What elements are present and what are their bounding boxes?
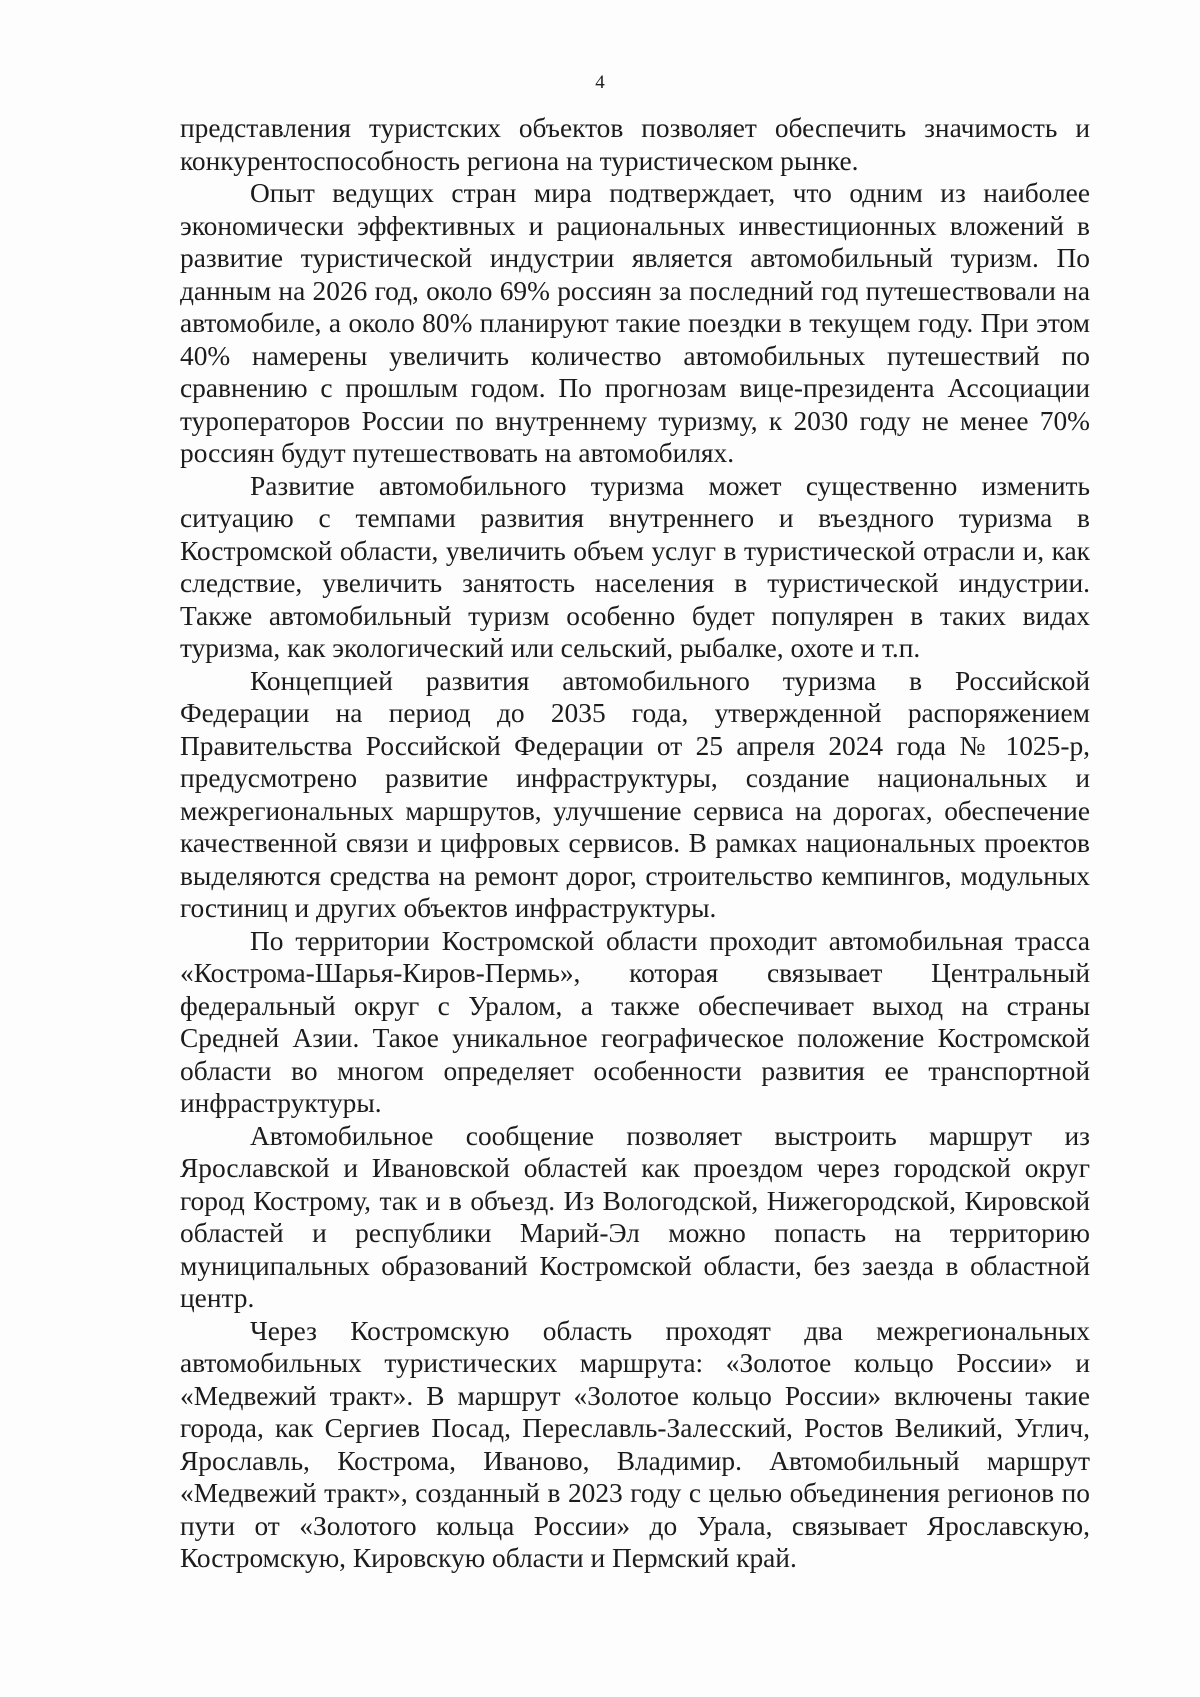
paragraph-road-connections: Автомобильное сообщение позволяет выстроить маршрут из Ярославской и Ивановской областей как проездом через городской округ город Кострому, так и в объезд. Из Вологодской, Нижегородской, Кировской областей и республики Марий-Эл можно попасть на территорию муниципальных образований Костромской области, без заезда в областной центр. bbox=[180, 1120, 1090, 1313]
paragraph-highway: По территории Костромской области проходит автомобильная трасса «Кострома-Шарья-Киров-Пермь», которая связывает Центральный федеральный округ с Уралом, а также обеспечивает выход на страны Средней Азии. Такое уникальное географическое положение Костромской области во многом определяет особенности развития ее транспортной инфраструктуры. bbox=[180, 925, 1090, 1118]
page-number: 4 bbox=[595, 72, 605, 93]
paragraph-auto-tourism-experience: Опыт ведущих стран мира подтверждает, что одним из наиболее экономически эффективных и рациональных инвестиционных вложений в развитие туристической индустрии является автомобильный туризм. По данным на 2026 год, около 69% россиян за последний год путешествовали на автомобиле, а около 80% планируют такие поездки в текущем году. При этом 40% намерены увеличить количество автомобильных путешествий по сравнению с прошлым годом. По прогнозам вице-президента Ассоциации туроператоров России по внутреннему туризму, к 2030 году не менее 70% россиян будут путешествовать на автомобилях. bbox=[180, 178, 1090, 468]
paragraph-development-impact: Развитие автомобильного туризма может существенно изменить ситуацию с темпами развития внутреннего и въездного туризма в Костромской области, увеличить объем услуг в туристической отрасли и, как следствие, увеличить занятость населения в туристической индустрии. Также автомобильный туризм особенно будет популярен в таких видах туризма, как экологический или сельский, рыбалке, охоте и т.п. bbox=[180, 470, 1090, 663]
paragraph-concept-2035: Концепцией развития автомобильного туризма в Российской Федерации на период до 2035 года, утвержденной распоряжением Правительства Российской Федерации от 25 апреля 2024 года № 1025-р, предусмотрено развитие инфраструктуры, создание национальных и межрегиональных маршрутов, улучшение сервиса на дорогах, обеспечение качественной связи и цифровых сервисов. В рамках национальных проектов выделяются средства на ремонт дорог, строительство кемпингов, модульных гостиниц и других объектов инфраструктуры. bbox=[180, 665, 1090, 923]
paragraph-interregional-routes: Через Костромскую область проходят два межрегиональных автомобильных туристических маршрута: «Золотое кольцо России» и «Медвежий тракт». В маршрут «Золотое кольцо России» включены такие города, как Сергиев Посад, Переславль-Залесский, Ростов Великий, Углич, Ярославль, Кострома, Иваново, Владимир. Автомобильный маршрут «Медвежий тракт», созданный в 2023 году с целью объединения регионов по пути от «Золотого кольца России» до Урала, связывает Ярославскую, Костромскую, Кировскую области и Пермский край. bbox=[180, 1315, 1090, 1573]
document-body bbox=[180, 112, 1090, 1575]
paragraph-continuation: представления туристских объектов позволяет обеспечить значимость и конкурентоспособность региона на туристическом рынке. bbox=[180, 113, 1090, 176]
